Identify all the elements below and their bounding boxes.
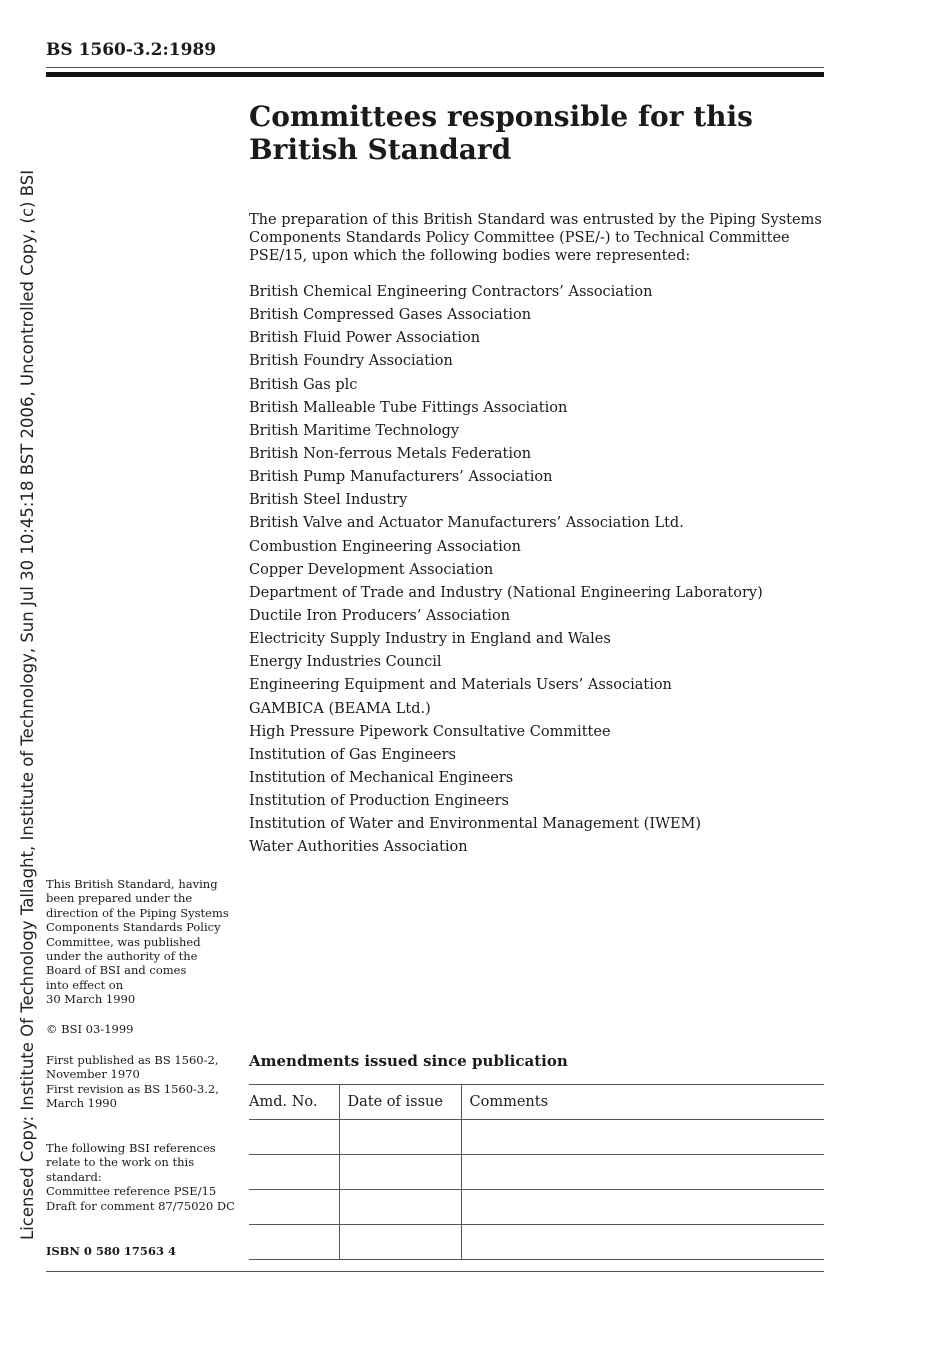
note-line: Components Standards Policy — [46, 920, 221, 935]
represented-body: Water Authorities Association — [249, 839, 468, 856]
amendments-title: Amendments issued since publication — [249, 1052, 568, 1070]
represented-body: GAMBICA (BEAMA Ltd.) — [249, 700, 431, 717]
column-amd-no: Amd. No. — [249, 1085, 339, 1120]
amendment-cell — [339, 1120, 461, 1155]
header-rule-thin — [46, 67, 824, 68]
represented-body: British Non-ferrous Metals Federation — [249, 445, 532, 462]
amendment-cell — [339, 1155, 461, 1190]
represented-bodies-list — [249, 281, 763, 860]
represented-body: British Pump Manufacturers’ Association — [249, 469, 553, 486]
header-rule-thick — [46, 72, 824, 77]
represented-body: Energy Industries Council — [249, 654, 442, 671]
represented-body: British Chemical Engineering Contractors’ Association — [249, 284, 653, 300]
amendment-row — [249, 1155, 824, 1190]
represented-body: Ductile Iron Producers’ Association — [249, 607, 511, 624]
title-line-1: Committees responsible for this — [249, 100, 753, 133]
represented-body: British Maritime Technology — [249, 422, 460, 439]
history-line: March 1990 — [46, 1096, 117, 1111]
amendment-cell — [339, 1190, 461, 1225]
publication-note — [46, 877, 236, 1007]
page-title — [249, 100, 819, 166]
represented-body: British Fluid Power Association — [249, 330, 481, 347]
publication-history — [46, 1053, 236, 1111]
reference-line: Committee reference PSE/15 — [46, 1184, 217, 1199]
represented-body: British Malleable Tube Fittings Association — [249, 399, 568, 416]
represented-body: Institution of Water and Environmental Management (IWEM) — [249, 816, 702, 833]
column-comments: Comments — [461, 1085, 824, 1120]
amendment-cell — [461, 1190, 824, 1225]
amendments-table — [249, 1084, 824, 1260]
amendment-cell — [249, 1225, 339, 1260]
represented-body: Institution of Mechanical Engineers — [249, 769, 514, 786]
represented-body: British Foundry Association — [249, 353, 453, 370]
amendment-cell — [461, 1120, 824, 1155]
history-line: First published as BS 1560-2, — [46, 1053, 219, 1067]
footer-rule — [46, 1271, 824, 1272]
note-line: Committee, was published — [46, 934, 201, 949]
history-line: November 1970 — [46, 1067, 140, 1082]
represented-body: British Gas plc — [249, 376, 358, 393]
amendment-cell — [249, 1190, 339, 1225]
copyright-notice: © BSI 03-1999 — [46, 1022, 134, 1036]
note-line: 30 March 1990 — [46, 992, 136, 1007]
represented-body: High Pressure Pipework Consultative Committee — [249, 723, 611, 740]
reference-line: Draft for comment 87/75020 DC — [46, 1198, 235, 1213]
amendment-row — [249, 1120, 824, 1155]
license-watermark: Licensed Copy: Institute Of Technology Tallaght, Institute of Technology, Sun Jul 30 10:45:18 BST 2006, Uncontrolled Copy, (c) BSI — [18, 169, 37, 1240]
standard-code: BS 1560-3.2:1989 — [46, 40, 217, 60]
amendment-cell — [249, 1120, 339, 1155]
amendment-cell — [461, 1225, 824, 1260]
note-line: direction of the Piping Systems — [46, 905, 229, 920]
note-line: Board of BSI and comes — [46, 963, 187, 978]
amendment-row — [249, 1190, 824, 1225]
note-line: under the authority of the — [46, 949, 198, 964]
reference-line: relate to the work on this — [46, 1155, 195, 1170]
represented-body: British Valve and Actuator Manufacturers’ Association Ltd. — [249, 515, 684, 532]
amendment-cell — [249, 1155, 339, 1190]
bsi-references — [46, 1141, 236, 1213]
represented-body: British Steel Industry — [249, 492, 408, 509]
represented-body: Institution of Gas Engineers — [249, 746, 456, 763]
represented-body: Electricity Supply Industry in England and Wales — [249, 631, 611, 648]
isbn: ISBN 0 580 17563 4 — [46, 1244, 176, 1258]
amendment-cell — [339, 1225, 461, 1260]
intro-paragraph: The preparation of this British Standard was entrusted by the Piping Systems Components Standards Policy Committee (PSE/-) to Technical Committee PSE/15, upon which the following bodies were represented: — [249, 212, 822, 264]
note-line: This British Standard, having — [46, 877, 218, 891]
history-line: First revision as BS 1560-3.2, — [46, 1081, 219, 1096]
represented-body: British Compressed Gases Association — [249, 307, 532, 324]
represented-body: Institution of Production Engineers — [249, 793, 510, 810]
amendment-cell — [461, 1155, 824, 1190]
note-line: into effect on — [46, 977, 124, 992]
represented-body: Engineering Equipment and Materials Users’ Association — [249, 677, 672, 694]
represented-body: Copper Development Association — [249, 561, 494, 578]
represented-body: Department of Trade and Industry (National Engineering Laboratory) — [249, 584, 763, 601]
note-line: been prepared under the — [46, 891, 193, 906]
title-line-2: British Standard — [249, 133, 512, 166]
amendment-row — [249, 1225, 824, 1260]
reference-line: The following BSI references — [46, 1141, 216, 1155]
column-date-of-issue: Date of issue — [339, 1085, 461, 1120]
represented-body: Combustion Engineering Association — [249, 538, 521, 555]
amendments-header-row — [249, 1085, 824, 1120]
reference-line: standard: — [46, 1169, 102, 1184]
